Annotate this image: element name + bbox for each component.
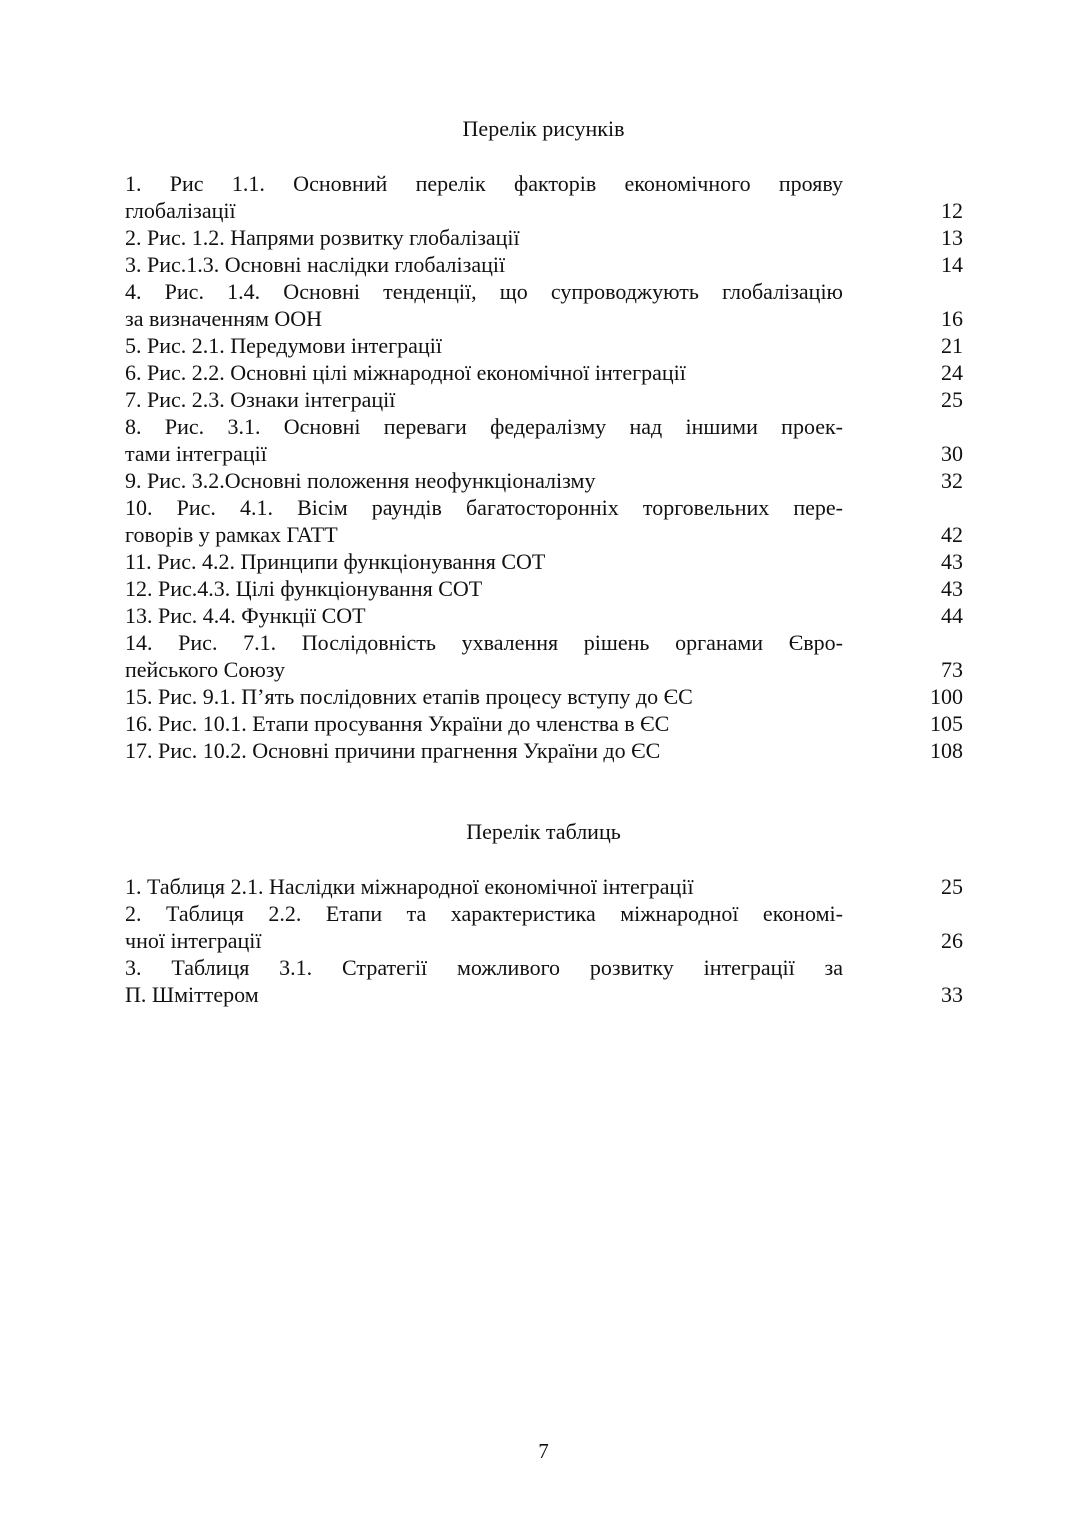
figure-entry-title: 2. Рис. 1.2. Напрями розвитку глобалізації <box>125 225 520 250</box>
figure-entry-page: 44 <box>941 603 963 628</box>
figure-entry-title: тами інтеграції <box>125 441 267 466</box>
figure-entry <box>125 737 965 764</box>
tables-heading: Перелік таблиць <box>466 819 621 844</box>
figure-entry <box>125 548 965 575</box>
figure-entry-page: 42 <box>941 522 963 547</box>
figure-entry-page: 32 <box>941 468 963 493</box>
figure-entry-line <box>125 197 965 224</box>
figure-entry <box>125 413 965 467</box>
figure-entry-line <box>125 359 965 386</box>
figure-entry <box>125 170 965 224</box>
figure-entry-title: 16. Рис. 10.1. Етапи просування України до членства в ЄС <box>125 711 670 736</box>
figure-entry-line <box>125 521 965 548</box>
figure-entry-title: 1. Рис 1.1. Основний перелік факторів економічного прояву <box>125 171 843 196</box>
figure-entry-line <box>125 386 965 413</box>
figure-entry <box>125 359 965 386</box>
figure-entry-line <box>125 575 965 602</box>
table-entry-line <box>125 927 965 954</box>
figures-list <box>125 170 965 764</box>
figure-entry-title: 13. Рис. 4.4. Функції СОТ <box>125 603 366 628</box>
figure-entry-line <box>125 629 965 656</box>
table-entry <box>125 954 965 1008</box>
figure-entry <box>125 332 965 359</box>
figure-entry <box>125 683 965 710</box>
figure-entry-line <box>125 656 965 683</box>
figure-entry-page: 13 <box>941 225 963 250</box>
figure-entry-line <box>125 467 965 494</box>
figure-entry-page: 73 <box>941 657 963 682</box>
figure-entry-page: 16 <box>941 306 963 331</box>
figure-entry-title: 9. Рис. 3.2.Основні положення неофункціоналізму <box>125 468 596 493</box>
figure-entry-line <box>125 305 965 332</box>
table-entry-line <box>125 900 965 927</box>
table-entry-line <box>125 981 965 1008</box>
table-entry-line <box>125 873 965 900</box>
figure-entry-title: 5. Рис. 2.1. Передумови інтеграції <box>125 333 442 358</box>
figure-entry-line <box>125 602 965 629</box>
figure-entry-page: 24 <box>941 360 963 385</box>
figure-entry-page: 108 <box>930 738 963 763</box>
table-entry <box>125 873 965 900</box>
figure-entry <box>125 602 965 629</box>
table-entry-line <box>125 954 965 981</box>
figure-entry-line <box>125 278 965 305</box>
figure-entry <box>125 386 965 413</box>
figure-entry-title: 17. Рис. 10.2. Основні причини прагнення України до ЄС <box>125 738 661 763</box>
figure-entry-page: 25 <box>941 387 963 412</box>
figure-entry-page: 21 <box>941 333 963 358</box>
figures-heading: Перелік рисунків <box>462 116 625 141</box>
figure-entry-title: 6. Рис. 2.2. Основні цілі міжнародної економічної інтеграції <box>125 360 686 385</box>
figure-entry-page: 30 <box>941 441 963 466</box>
figure-entry <box>125 278 965 332</box>
figure-entry-title: 11. Рис. 4.2. Принципи функціонування СОТ <box>125 549 546 574</box>
table-entry-title: 1. Таблиця 2.1. Наслідки міжнародної економічної інтеграції <box>125 874 694 899</box>
figure-entry-line <box>125 548 965 575</box>
figure-entry-title: 15. Рис. 9.1. П’ять послідовних етапів процесу вступу до ЄС <box>125 684 693 709</box>
figure-entry <box>125 629 965 683</box>
figure-entry-line <box>125 710 965 737</box>
table-entry <box>125 900 965 954</box>
figure-entry-title: за визначенням ООН <box>125 306 323 331</box>
figure-entry-title: глобалізації <box>125 198 236 223</box>
table-entry-title: 3. Таблиця 3.1. Стратегії можливого розвитку інтеграції за <box>125 955 843 980</box>
figure-entry-page: 12 <box>941 198 963 223</box>
figure-entry-line <box>125 440 965 467</box>
figure-entry-title: 7. Рис. 2.3. Ознаки інтеграції <box>125 387 396 412</box>
figure-entry <box>125 494 965 548</box>
figure-entry-title: 4. Рис. 1.4. Основні тенденції, що супроводжують глобалізацію <box>125 279 843 304</box>
figure-entry <box>125 710 965 737</box>
figure-entry-title: 8. Рис. 3.1. Основні переваги федералізму над іншими проек- <box>125 414 843 439</box>
figure-entry-page: 43 <box>941 576 963 601</box>
figure-entry-line <box>125 251 965 278</box>
figure-entry-line <box>125 170 965 197</box>
table-entry-page: 25 <box>941 874 963 899</box>
table-entry-title: П. Шміттером <box>125 982 259 1007</box>
figure-entry-page: 43 <box>941 549 963 574</box>
table-entry-page: 26 <box>941 928 963 953</box>
figure-entry-title: 12. Рис.4.3. Цілі функціонування СОТ <box>125 576 483 601</box>
page-number: 7 <box>538 1439 549 1463</box>
figure-entry-page: 100 <box>930 684 963 709</box>
table-entry-title: чної інтеграції <box>125 928 262 953</box>
figure-entry-title: говорів у рамках ГАТТ <box>125 522 338 547</box>
figure-entry-title: 3. Рис.1.3. Основні наслідки глобалізації <box>125 252 506 277</box>
figure-entry-line <box>125 413 965 440</box>
figure-entry-line <box>125 737 965 764</box>
tables-list <box>125 873 965 1008</box>
figure-entry-page: 14 <box>941 252 963 277</box>
figure-entry <box>125 224 965 251</box>
figure-entry-line <box>125 494 965 521</box>
figure-entry-line <box>125 683 965 710</box>
figure-entry <box>125 467 965 494</box>
table-entry-page: 33 <box>941 982 963 1007</box>
figure-entry-page: 105 <box>930 711 963 736</box>
figure-entry-title: 14. Рис. 7.1. Послідовність ухвалення рішень органами Євро- <box>125 630 843 655</box>
table-entry-title: 2. Таблиця 2.2. Етапи та характеристика міжнародної економі- <box>125 901 843 926</box>
figure-entry-title: пейського Союзу <box>125 657 285 682</box>
figure-entry-title: 10. Рис. 4.1. Вісім раундів багатосторонніх торговельних пере- <box>125 495 843 520</box>
figure-entry-line <box>125 224 965 251</box>
figure-entry <box>125 575 965 602</box>
figure-entry <box>125 251 965 278</box>
figure-entry-line <box>125 332 965 359</box>
